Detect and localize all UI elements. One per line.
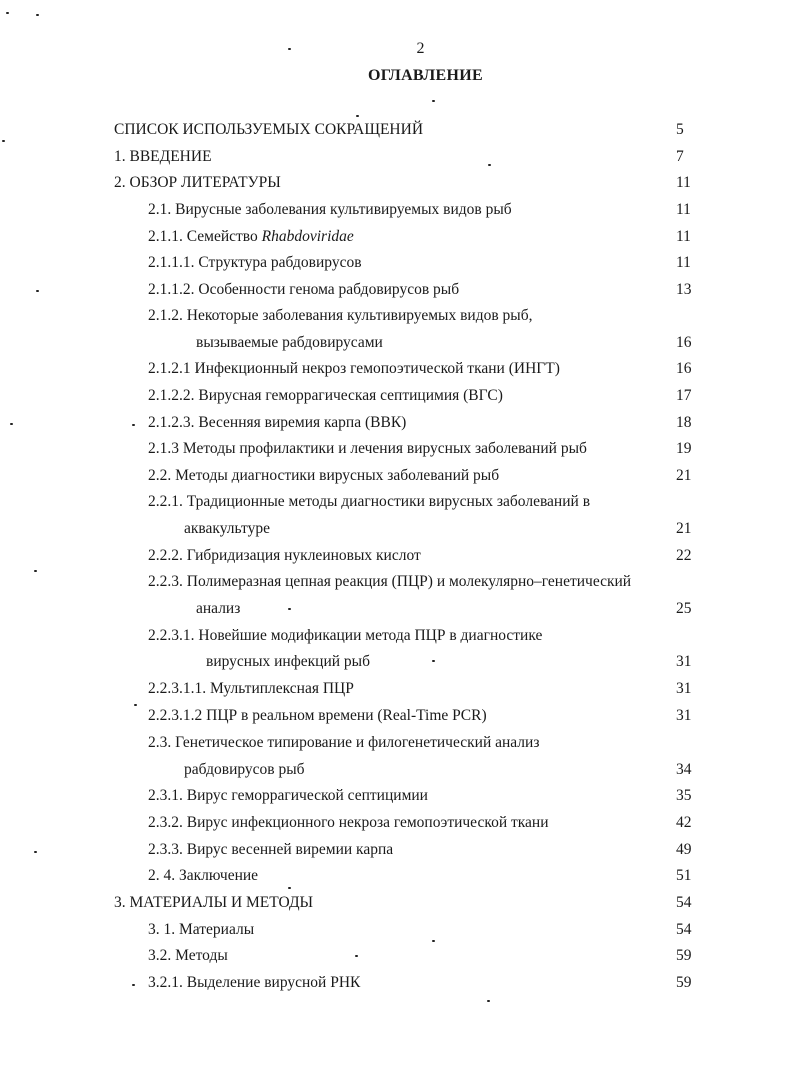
toc-entry-italic-term: Rhabdoviridae: [261, 228, 354, 245]
toc-entry-2-2-3-cont: анализ: [196, 600, 241, 617]
toc-page: 5: [676, 121, 684, 138]
toc-entry-2-2-1-cont: аквакультуре: [184, 520, 270, 537]
scan-speck: [2, 140, 5, 142]
toc-page: 35: [676, 787, 692, 804]
scan-speck: [487, 1000, 490, 1002]
toc-page: 11: [676, 201, 691, 218]
toc-entry-2-2-3-1-1: 2.2.3.1.1. Мультиплексная ПЦР: [148, 680, 354, 697]
scan-speck: [488, 164, 491, 166]
scan-speck: [356, 115, 359, 117]
toc-entry-introduction: 1. ВВЕДЕНИЕ: [114, 148, 212, 165]
toc-page: 54: [676, 894, 692, 911]
toc-page: 16: [676, 334, 692, 351]
scan-speck: [36, 14, 39, 16]
toc-entry-3-2-1: 3.2.1. Выделение вирусной РНК: [148, 974, 361, 991]
scan-speck: [432, 100, 435, 102]
toc-entry-2-2-3-1: 2.2.3.1. Новейшие модификации метода ПЦР в диагностике: [148, 627, 543, 644]
toc-entry-2-3: 2.3. Генетическое типирование и филогенетический анализ: [148, 734, 540, 751]
toc-page: 11: [676, 228, 691, 245]
toc-title: ОГЛАВЛЕНИЕ: [368, 67, 483, 84]
toc-page: 7: [676, 148, 684, 165]
toc-entry-2-1-2-2: 2.1.2.2. Вирусная геморрагическая септицимия (ВГС): [148, 387, 503, 404]
toc-page: 16: [676, 360, 692, 377]
scan-speck: [132, 984, 135, 986]
scan-speck: [355, 955, 358, 957]
scan-speck: [288, 608, 291, 610]
page-number: 2: [416, 40, 425, 57]
toc-page: 13: [676, 281, 692, 298]
scan-speck: [34, 851, 37, 853]
toc-entry-2-2-1: 2.2.1. Традиционные методы диагностики вирусных заболеваний в: [148, 493, 591, 510]
toc-page: 31: [676, 653, 692, 670]
toc-entry-materials-methods: 3. МАТЕРИАЛЫ И МЕТОДЫ: [114, 894, 314, 911]
toc-page: 19: [676, 440, 692, 457]
toc-page: 51: [676, 867, 692, 884]
toc-entry-2-1-1-2: 2.1.1.2. Особенности генома рабдовирусов рыб: [148, 281, 460, 298]
scan-speck: [288, 887, 291, 889]
toc-page: 17: [676, 387, 692, 404]
toc-entry-2-2-3-1-cont: вирусных инфекций рыб: [206, 653, 370, 670]
toc-page: 49: [676, 841, 692, 858]
toc-page: 31: [676, 680, 692, 697]
toc-entry-2-3-1: 2.3.1. Вирус геморрагической септицимии: [148, 787, 428, 804]
toc-entry-3-1: 3. 1. Материалы: [148, 921, 255, 938]
toc-entry-2-1-1: [148, 227, 354, 247]
toc-entry-2-2: 2.2. Методы диагностики вирусных заболеваний рыб: [148, 467, 500, 484]
toc-page: 11: [676, 254, 691, 271]
toc-entry-2-3-2: 2.3.2. Вирус инфекционного некроза гемопоэтической ткани: [148, 814, 549, 831]
scan-speck: [432, 660, 435, 662]
toc-entry-2-2-2: 2.2.2. Гибридизация нуклеиновых кислот: [148, 547, 421, 564]
toc-entry-2-4: 2. 4. Заключение: [148, 867, 259, 884]
toc-entry-2-1-2-3: 2.1.2.3. Весенняя виремия карпа (ВВК): [148, 414, 407, 431]
toc-page: 25: [676, 600, 692, 617]
scan-speck: [432, 940, 435, 942]
toc-page: 18: [676, 414, 692, 431]
toc-page: 31: [676, 707, 692, 724]
toc-entry-2-1-1-1: 2.1.1.1. Структура рабдовирусов: [148, 254, 362, 271]
toc-entry-literature-review: 2. ОБЗОР ЛИТЕРАТУРЫ: [114, 174, 281, 191]
toc-entry-2-3-cont: рабдовирусов рыб: [184, 761, 305, 778]
toc-page: 21: [676, 467, 692, 484]
toc-entry-2-2-3: 2.2.3. Полимеразная цепная реакция (ПЦР) и молекулярно–генетический: [148, 573, 632, 590]
scan-speck: [6, 12, 9, 14]
toc-entry-text: 2.1.1. Семейство: [148, 228, 262, 245]
toc-page: 11: [676, 174, 691, 191]
toc-page: 59: [676, 947, 692, 964]
scan-speck: [288, 48, 291, 50]
toc-entry-2-1-2-1: 2.1.2.1 Инфекционный некроз гемопоэтической ткани (ИНГТ): [148, 360, 560, 377]
scan-speck: [10, 423, 13, 425]
toc-page: 59: [676, 974, 692, 991]
toc-entry-2-1-2: 2.1.2. Некоторые заболевания культивируемых видов рыб,: [148, 307, 533, 324]
toc-page: 34: [676, 761, 692, 778]
toc-entry-2-2-3-1-2: 2.2.3.1.2 ПЦР в реальном времени (Real-Time PCR): [148, 707, 487, 724]
toc-page: 54: [676, 921, 692, 938]
toc-page: 21: [676, 520, 692, 537]
toc-entry-2-1-2-cont: вызываемые рабдовирусами: [196, 334, 383, 351]
toc-entry-2-1: 2.1. Вирусные заболевания культивируемых видов рыб: [148, 201, 512, 218]
toc-page: 42: [676, 814, 692, 831]
scan-speck: [134, 704, 137, 706]
scan-speck: [34, 570, 37, 572]
toc-entry-2-3-3: 2.3.3. Вирус весенней виремии карпа: [148, 841, 394, 858]
toc-entry-abbreviations: СПИСОК ИСПОЛЬЗУЕМЫХ СОКРАЩЕНИЙ: [114, 121, 424, 138]
toc-entry-2-1-3: 2.1.3 Методы профилактики и лечения вирусных заболеваний рыб: [148, 440, 587, 457]
toc-page: 22: [676, 547, 692, 564]
toc-entry-3-2: 3.2. Методы: [148, 947, 228, 964]
scan-speck: [132, 424, 135, 426]
scan-speck: [36, 290, 39, 292]
